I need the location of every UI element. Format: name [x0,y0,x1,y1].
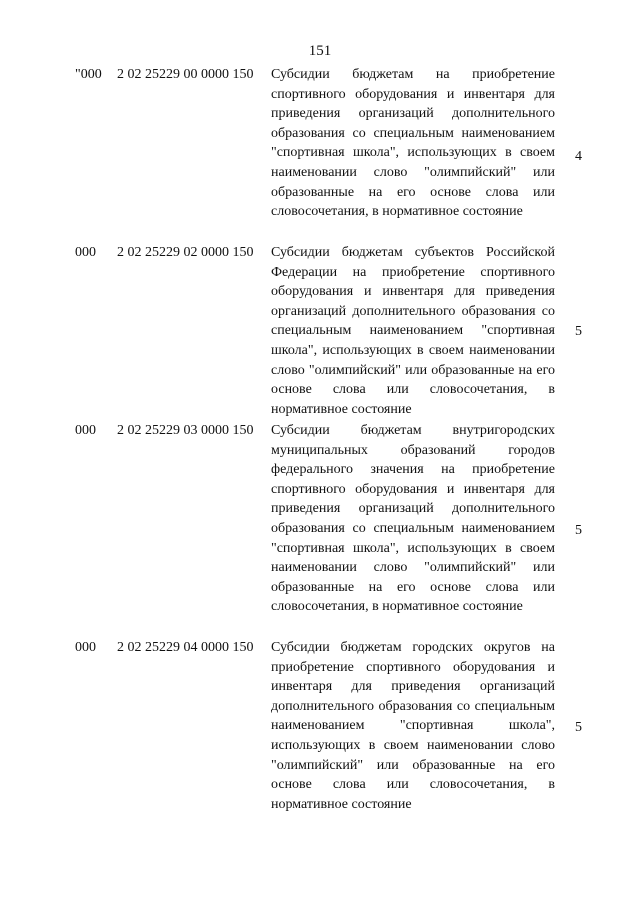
budget-code: 2 02 25229 03 0000 150 [117,423,254,438]
page-number: 151 [308,43,332,59]
row-description: Субсидии бюджетам внутригородских муниципальных образований городов федерального значения на приобретение спортивного оборудования и инвентаря для приведения организаций дополнительного образования со специальным наименованием "спортивная школа", использующих в своем наименовании слово "олимпийский" или образованные на его основе слова или словосочетания, в нормативное состояние [271,423,555,615]
admin-code: 000 [75,640,96,655]
budget-code: 2 02 25229 04 0000 150 [117,640,254,655]
budget-code: 2 02 25229 00 0000 150 [117,67,254,82]
row-description: Субсидии бюджетам городских округов на приобретение спортивного оборудования и инвентаря для приведения организаций дополнительного образования со специальным наименованием "спортивная школа", использующих в своем наименовании слово "олимпийский" или образованные на его основе слова или словосочетания, в нормативное состояние [271,640,555,812]
row-value: 5 [575,324,582,339]
admin-code: "000 [75,67,102,82]
row-description: Субсидии бюджетам субъектов Российской Федерации на приобретение спортивного оборудования и инвентаря для приведения организаций дополнительного образования со специальным наименованием "спортивная школа", использующих в своем наименовании слово "олимпийский" или образованные на его основе слова или словосочетания, в нормативное состояние [271,245,555,417]
row-value: 4 [575,149,582,164]
row-value: 5 [575,720,582,735]
row-description: Субсидии бюджетам на приобретение спортивного оборудования и инвентаря для приведения организаций дополнительного образования со специальным наименованием "спортивная школа", использующих в своем наименовании слово "олимпийский" или образованные на его основе слова или словосочетания, в нормативное состояние [271,67,555,220]
row-value: 5 [575,523,582,538]
budget-code: 2 02 25229 02 0000 150 [117,245,254,260]
admin-code: 000 [75,245,96,260]
admin-code: 000 [75,423,96,438]
